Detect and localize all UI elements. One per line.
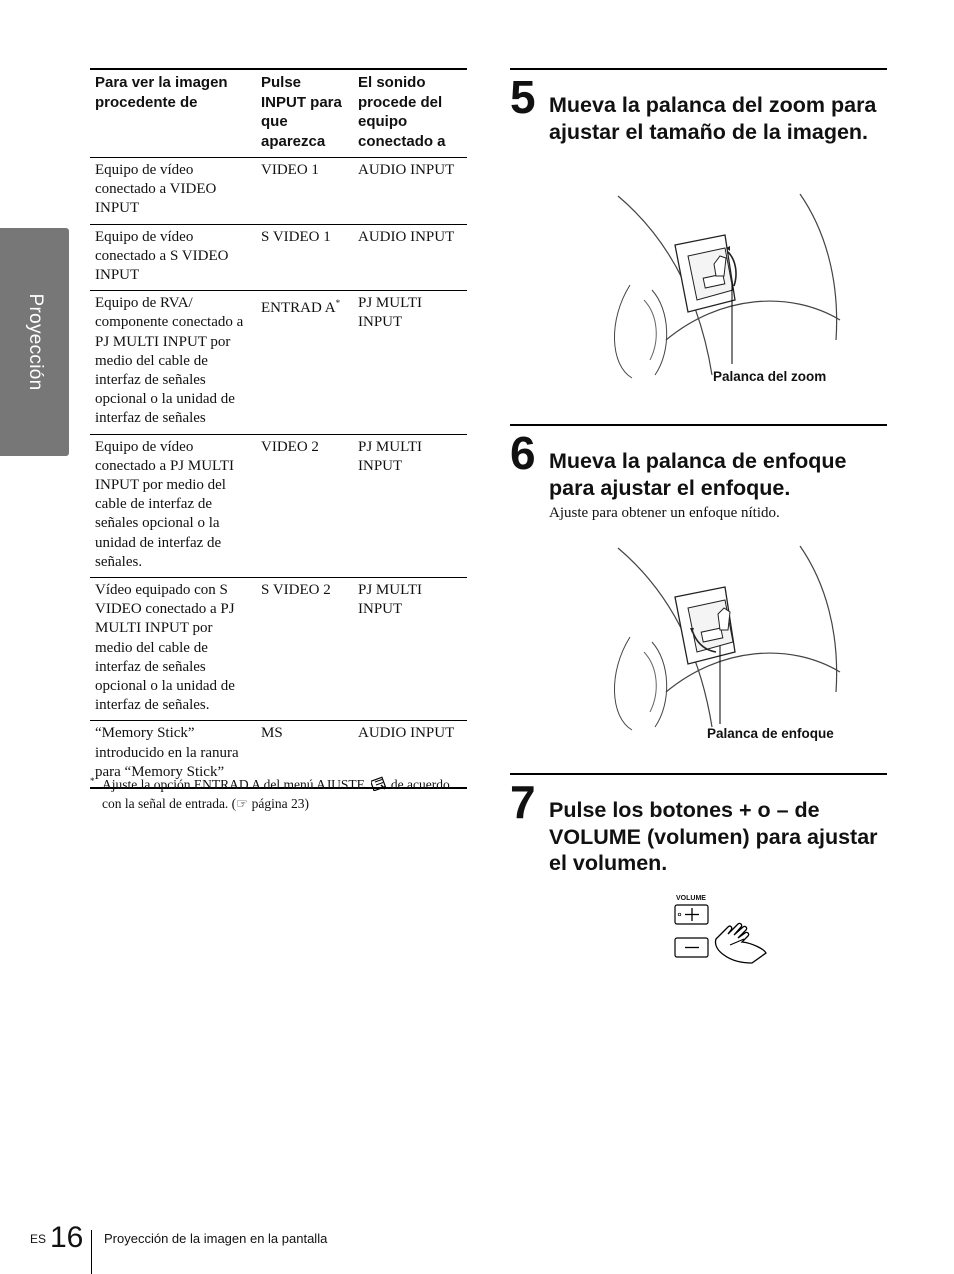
footer-language: ES [30, 1232, 47, 1246]
table-cell: AUDIO INPUT [353, 721, 467, 788]
step-5 [510, 68, 887, 200]
table-header-cell: El sonido procede del equipo conectado a [353, 69, 467, 158]
table-row [90, 158, 467, 225]
table-cell: MS [256, 721, 353, 788]
table-row [90, 578, 467, 721]
table-cell: Vídeo equipado con S VIDEO conectado a PJ MULTI INPUT por medio del cable de interfaz de señales opcional o la unidad de interfaz de señales. [90, 578, 256, 721]
step-6-body: Ajuste para obtener un enfoque nítido. [549, 505, 780, 521]
step-title: Mueva la palanca de enfoque para ajustar el enfoque. [549, 449, 847, 500]
pointing-hand-icon [715, 923, 766, 963]
input-source-table [90, 68, 467, 789]
footnote-marker: * [90, 776, 95, 786]
volume-plus-icon [675, 905, 708, 924]
table-cell: “Memory Stick” introducido en la ranura para “Memory Stick” [90, 721, 256, 788]
table-cell: VIDEO 2 [256, 434, 353, 577]
table-cell: S VIDEO 1 [256, 224, 353, 291]
table-cell: PJ MULTI INPUT [353, 434, 467, 577]
table-header-cell: Para ver la imagen procedente de [90, 69, 256, 158]
table-cell: PJ MULTI INPUT [353, 291, 467, 434]
table-cell: Equipo de vídeo conectado a S VIDEO INPUT [90, 224, 256, 291]
step-number: 7 [510, 776, 536, 828]
table-row [90, 224, 467, 291]
step-7 [510, 773, 887, 885]
table-cell: VIDEO 1 [256, 158, 353, 225]
focus-lever-illustration [600, 542, 850, 732]
step-title: Mueva la palanca del zoom para ajustar el tamaño de la imagen. [549, 93, 877, 144]
table-row [90, 291, 467, 434]
table-cell: S VIDEO 2 [256, 578, 353, 721]
step-number: 6 [510, 427, 536, 479]
table-cell-text: ENTRAD A [261, 300, 336, 317]
step-title: Pulse los botones + o – de VOLUME (volumen) para ajustar el volumen. [549, 798, 878, 875]
table-cell: AUDIO INPUT [353, 224, 467, 291]
table-cell [256, 291, 353, 434]
table-cell: PJ MULTI INPUT [353, 578, 467, 721]
volume-minus-icon [675, 938, 708, 957]
table-cell: Equipo de vídeo conectado a VIDEO INPUT [90, 158, 256, 225]
page-number: 16 [50, 1221, 84, 1254]
step-6 [510, 424, 887, 506]
step-number: 5 [510, 71, 536, 123]
section-side-tab [0, 228, 69, 456]
footnote-text: Ajuste la opción ENTRAD A del menú AJUSTE [102, 777, 365, 792]
section-side-tab-label: Proyección [24, 293, 46, 391]
focus-lever-caption: Palanca de enfoque [707, 726, 834, 741]
table-header-row [90, 69, 467, 158]
zoom-lever-caption: Palanca del zoom [713, 369, 827, 384]
table-row [90, 434, 467, 577]
table-cell: AUDIO INPUT [353, 158, 467, 225]
footnote-text-continued: de acuerdo con la señal de entrada. (☞ página 23) [102, 777, 450, 812]
volume-label: VOLUME [676, 895, 706, 902]
footnote [90, 776, 450, 812]
footer-divider [91, 1230, 92, 1274]
table-cell: Equipo de vídeo conectado a PJ MULTI INPUT por medio del cable de interfaz de señales opcional o la unidad de interfaz de señales. [90, 434, 256, 577]
table-cell: Equipo de RVA/ componente conectado a PJ MULTI INPUT por medio del cable de interfaz de señales opcional o la unidad de interfaz de señales [90, 291, 256, 434]
zoom-lever-illustration [600, 190, 850, 380]
settings-menu-icon [371, 776, 387, 795]
footnote-asterisk: * [335, 298, 341, 309]
footer-section-title: Proyección de la imagen en la pantalla [104, 1231, 328, 1246]
table-header-cell: Pulse INPUT para que aparezca [256, 69, 353, 158]
volume-buttons-illustration [672, 903, 772, 965]
